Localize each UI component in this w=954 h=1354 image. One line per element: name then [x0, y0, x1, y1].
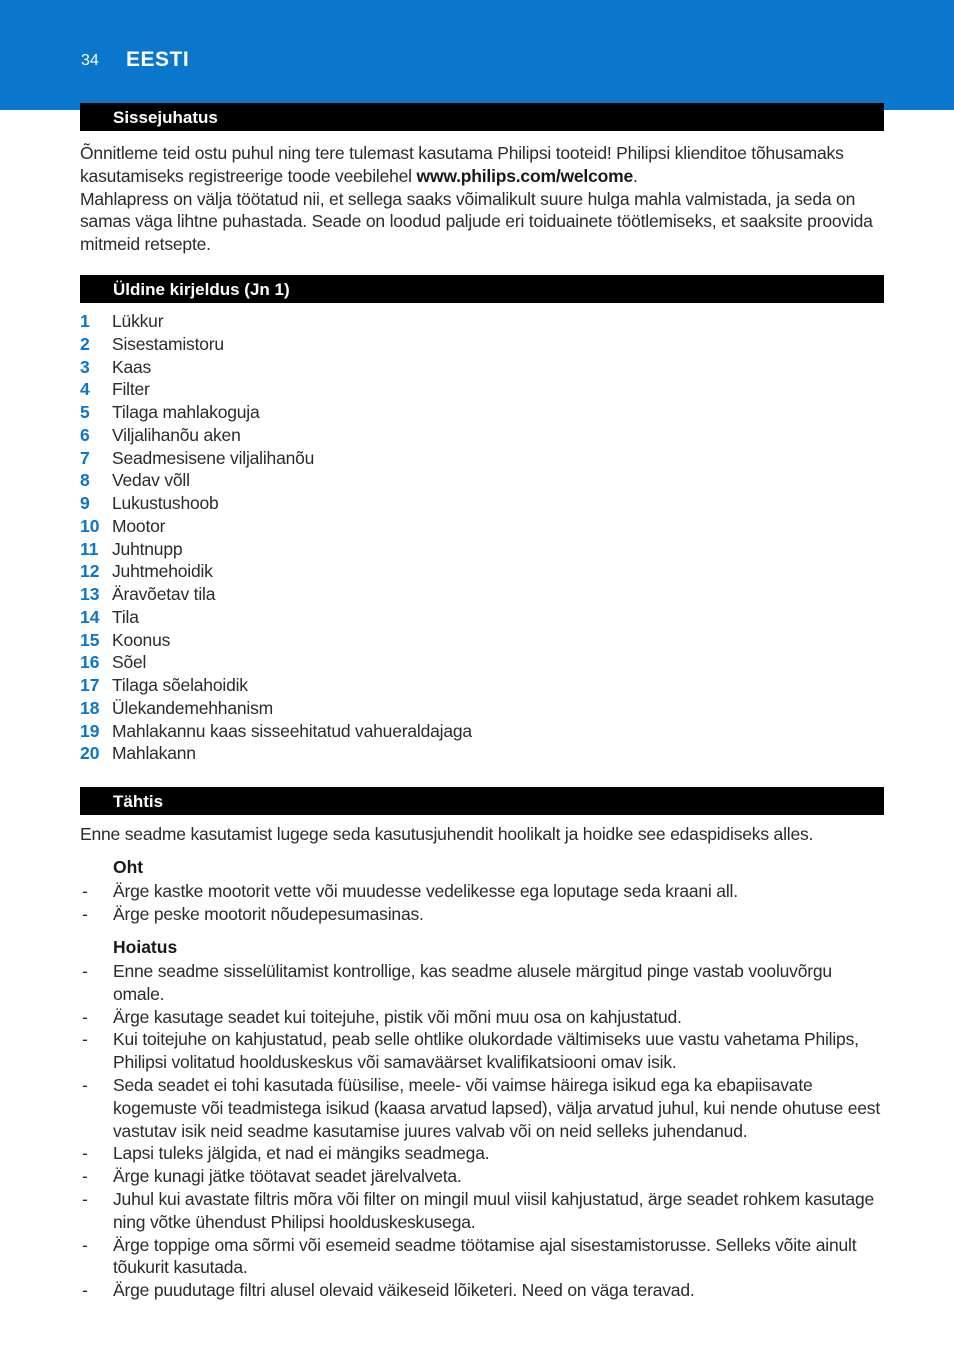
list-item	[80, 356, 880, 379]
item-label: Mahlakann	[112, 743, 196, 764]
bullet-dash: -	[82, 1234, 88, 1255]
bullet-dash: -	[82, 961, 88, 981]
list-item	[80, 697, 880, 720]
list-item	[80, 1279, 886, 1302]
list-item	[80, 1188, 886, 1234]
intro-text-2: Mahlapress on välja töötatud nii, et sellega saaks võimalikult suure hulga mahla valmistada, ja seda on samas väga lihtne puhastada. Seade on loodud paljude eri toiduainete töötlemiseks, et saaksite proovida mitmeid retsepte.	[80, 188, 873, 255]
list-item	[80, 1234, 886, 1280]
item-number: 10	[80, 515, 100, 536]
parts-list	[80, 310, 880, 765]
list-item	[80, 629, 880, 652]
list-item	[80, 1142, 886, 1165]
item-label: Vedav võll	[112, 470, 190, 491]
bullet-text: Ärge toppige oma sõrmi või esemeid seadme töötamise ajal sisestamistorusse. Selleks võite ainult tõukurit kasutada.	[113, 1234, 857, 1278]
list-item	[80, 720, 880, 743]
intro-paragraph	[80, 142, 886, 256]
danger-heading: Oht	[113, 857, 144, 877]
item-label: Ülekandemehhanism	[112, 697, 273, 718]
list-item	[80, 674, 880, 697]
bullet-dash: -	[82, 1029, 88, 1050]
bullet-text: Ärge kasutage seadet kui toitejuhe, pistik või mõni muu osa on kahjustatud.	[113, 1006, 682, 1027]
list-item	[80, 903, 886, 926]
list-item	[80, 1028, 886, 1074]
page-number: 34	[81, 52, 99, 69]
bullet-text: Juhul kui avastate filtris mõra või filter on mingil muul viisil kahjustatud, ärge seadet rohkem kasutage ning võtke ühendust Philipsi hoolduskeskusega.	[113, 1188, 875, 1232]
list-item	[80, 742, 880, 765]
bullet-text: Seda seadet ei tohi kasutada füüsilise, meele- või vaimse häirega isikud ega ka ebapiisavate kogemuste või teadmistega isikud (kaasa arvatud lapsed), välja arvatud juhul, kui nende ohutuse eest vastutav isik neid seadme kasutamise juures valvab või on neid selleks juhendanud.	[113, 1074, 880, 1141]
list-item	[80, 515, 880, 538]
list-item	[80, 651, 880, 674]
item-number: 1	[80, 311, 90, 331]
warning-list	[80, 960, 886, 1302]
intro-text: Õnnitleme teid ostu puhul ning tere tulemast kasutama Philipsi tooteid! Philipsi klienditoe tõhusamaks kasutamiseks registreerige toode veebilehel	[80, 143, 844, 186]
list-item	[80, 880, 886, 903]
item-label: Koonus	[112, 629, 171, 650]
list-item	[80, 469, 880, 492]
list-item	[80, 560, 880, 583]
section-header-important	[80, 787, 884, 815]
section-title: Sissejuhatus	[113, 108, 218, 127]
bullet-dash: -	[82, 1143, 88, 1164]
item-number: 9	[80, 493, 90, 513]
item-number: 13	[80, 584, 100, 604]
item-number: 11	[80, 538, 99, 559]
item-number: 14	[80, 606, 100, 627]
item-label: Mahlakannu kaas sisseehitatud vahueraldajaga	[112, 720, 472, 741]
bullet-dash: -	[82, 1074, 88, 1095]
item-number: 18	[80, 697, 100, 718]
bullet-dash: -	[82, 1006, 88, 1027]
section-title: Tähtis	[113, 792, 164, 811]
language-title: EESTI	[126, 48, 190, 71]
list-item	[80, 424, 880, 447]
item-number: 6	[80, 424, 90, 445]
item-number: 19	[80, 720, 100, 741]
bullet-dash: -	[82, 881, 88, 901]
item-number: 15	[80, 629, 100, 650]
bullet-text: Ärge kunagi jätke töötavat seadet järelvalveta.	[113, 1166, 462, 1187]
item-number: 16	[80, 652, 100, 673]
list-item	[80, 1006, 886, 1029]
intro-text-end: .	[633, 165, 638, 186]
item-label: Sõel	[112, 652, 147, 673]
header-bar	[0, 0, 954, 110]
item-label: Tilaga sõelahoidik	[112, 675, 248, 695]
bullet-text: Ärge kastke mootorit vette või muudesse vedelikesse ega loputage seda kraani all.	[113, 881, 738, 901]
item-number: 5	[80, 402, 90, 422]
bullet-text: Lapsi tuleks jälgida, et nad ei mängiks seadmega.	[113, 1143, 490, 1164]
item-label: Lükkur	[112, 311, 164, 331]
item-number: 20	[80, 743, 100, 764]
item-label: Mootor	[112, 515, 166, 536]
important-intro: Enne seadme kasutamist lugege seda kasutusjuhendit hoolikalt ja hoidke see edaspidiseks alles.	[80, 824, 814, 844]
item-number: 17	[80, 675, 100, 695]
bullet-text: Ärge puudutage filtri alusel olevaid väikeseid lõiketeri. Need on väga teravad.	[113, 1280, 695, 1301]
item-label: Seadmesisene viljalihanõu	[112, 447, 315, 468]
section-header-general	[80, 275, 884, 303]
item-number: 12	[80, 561, 100, 582]
list-item	[80, 378, 880, 401]
section-title: Üldine kirjeldus (Jn 1)	[113, 280, 290, 299]
bullet-dash: -	[82, 1280, 88, 1301]
item-label: Tila	[112, 606, 139, 627]
item-label: Lukustushoob	[112, 493, 219, 513]
bullet-dash: -	[82, 903, 88, 924]
list-item	[80, 583, 880, 606]
item-number: 4	[80, 379, 90, 400]
section-header-intro	[80, 103, 884, 131]
item-number: 7	[80, 447, 90, 468]
list-item	[80, 447, 880, 470]
warning-heading: Hoiatus	[113, 937, 178, 957]
list-item	[80, 960, 886, 1006]
list-item	[80, 310, 880, 333]
danger-list	[80, 880, 886, 926]
item-label: Kaas	[112, 356, 152, 377]
list-item	[80, 1074, 886, 1142]
bullet-text: Ärge peske mootorit nõudepesumasinas.	[113, 903, 424, 924]
bullet-text: Kui toitejuhe on kahjustatud, peab selle ohtlike olukordade vältimiseks uue vastu vahetama Philips, Philipsi volitatud hoolduskeskus või samaväärset kvalifikatsiooni omav isik.	[113, 1029, 859, 1073]
item-number: 2	[80, 333, 90, 354]
list-item	[80, 401, 880, 424]
list-item	[80, 538, 880, 561]
list-item	[80, 606, 880, 629]
item-number: 3	[80, 356, 90, 377]
list-item	[80, 1165, 886, 1188]
bullet-dash: -	[82, 1166, 88, 1187]
bullet-dash: -	[82, 1188, 88, 1209]
item-label: Äravõetav tila	[112, 584, 216, 604]
item-label: Juhtnupp	[112, 538, 183, 559]
website-link: www.philips.com/welcome	[416, 165, 633, 186]
item-number: 8	[80, 470, 90, 491]
item-label: Filter	[112, 379, 150, 400]
list-item	[80, 492, 880, 515]
item-label: Tilaga mahlakoguja	[112, 402, 260, 422]
item-label: Sisestamistoru	[112, 333, 224, 354]
item-label: Juhtmehoidik	[112, 561, 213, 582]
bullet-text: Enne seadme sisselülitamist kontrollige, kas seadme alusele märgitud pinge vastab vooluvõrgu omale.	[113, 961, 832, 1004]
list-item	[80, 333, 880, 356]
item-label: Viljalihanõu aken	[112, 424, 241, 445]
